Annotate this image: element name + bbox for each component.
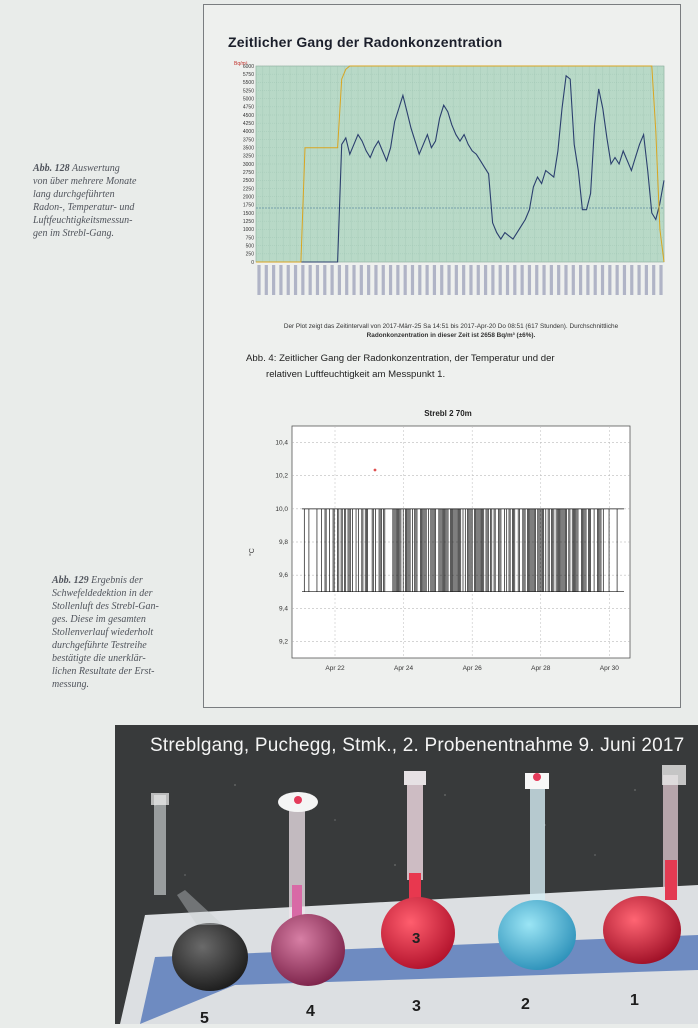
- radon-x-tick-label: [367, 265, 370, 295]
- radon-x-tick-label: [484, 265, 487, 295]
- radon-y-tick-label: 1250: [242, 218, 254, 225]
- radon-x-tick-label: [564, 265, 567, 295]
- radon-x-tick-label: [579, 265, 582, 295]
- radon-y-tick-label: 5500: [242, 80, 254, 87]
- radon-x-tick-label: [608, 265, 611, 295]
- radon-x-tick-label: [389, 265, 392, 295]
- radon-x-tick-label: [586, 265, 589, 295]
- flask-number: 4: [306, 1003, 315, 1020]
- caption-text: Auswertung: [72, 163, 120, 174]
- radon-x-tick-label: [323, 265, 326, 295]
- radon-y-tick-label: 5250: [242, 88, 254, 95]
- radon-x-tick-label: [499, 265, 502, 295]
- flask-3-label: 3: [412, 930, 421, 947]
- caption-text: gen im Strebl-Gang.: [33, 228, 115, 239]
- radon-x-tick-label: [433, 265, 436, 295]
- radon-x-tick-label: [440, 265, 443, 295]
- caption-label: Abb. 128: [33, 163, 70, 174]
- radon-unit-label: Bq/m³: [234, 61, 248, 67]
- temperature-x-tick-label: Apr 30: [599, 665, 619, 672]
- radon-note-line: Der Plot zeigt das Zeitintervall von 2017-Märr-25 Sa 14:51 bis 2017-Apr-20 Do 08:51 (617 Stunden). Durchschnittliche: [283, 323, 619, 330]
- temperature-y-tick-label: 10,4: [275, 439, 288, 447]
- temperature-y-ticks: [275, 440, 288, 646]
- caption-text: ges. Diese im gesamten: [52, 614, 146, 625]
- radon-y-tick-label: 1000: [242, 227, 254, 234]
- radon-y-tick-label: 4750: [242, 104, 254, 111]
- flask-number: 1: [630, 992, 639, 1009]
- radon-y-tick-label: 3500: [242, 145, 254, 152]
- radon-y-tick-label: 250: [245, 251, 254, 258]
- radon-y-tick-label: 5750: [242, 71, 254, 78]
- temperature-x-tick-label: Apr 26: [462, 665, 482, 672]
- caption-text: messung.: [52, 679, 89, 690]
- temperature-signal: [302, 509, 624, 592]
- radon-y-tick-label: 3750: [242, 137, 254, 144]
- abb4-caption: [246, 351, 666, 383]
- radon-x-tick-label: [542, 265, 545, 295]
- radon-x-tick-label: [528, 265, 531, 295]
- radon-x-tick-label: [447, 265, 450, 295]
- radon-x-tick-label: [594, 265, 597, 295]
- radon-chart: [232, 58, 672, 318]
- temperature-y-tick-label: 9,6: [278, 572, 288, 580]
- radon-y-tick-label: 750: [245, 235, 254, 242]
- caption-text: Ergebnis der: [91, 575, 143, 586]
- radon-x-tick-label: [330, 265, 333, 295]
- radon-x-tick-label: [404, 265, 407, 295]
- radon-x-tick-label: [630, 265, 633, 295]
- radon-x-tick-label: [338, 265, 341, 295]
- flask-number: 5: [200, 1010, 209, 1027]
- caption-text: durchgeführte Testreihe: [52, 640, 147, 651]
- abb4-line: Abb. 4: Zeitlicher Gang der Radonkonzentration, der Temperatur und der: [246, 353, 555, 364]
- radon-y-tick-label: 2750: [242, 169, 254, 176]
- temperature-stray-point: [374, 469, 377, 472]
- temperature-y-tick-label: 9,8: [278, 539, 288, 546]
- caption-text: Luftfeuchtigkeitsmessun-: [33, 215, 133, 226]
- radon-x-tick-label: [637, 265, 640, 295]
- radon-x-tick-label: [287, 265, 290, 295]
- radon-y-tick-label: 2000: [242, 194, 254, 201]
- radon-x-tick-label: [521, 265, 524, 295]
- radon-y-tick-label: 4000: [242, 129, 254, 136]
- radon-y-tick-label: 6000: [242, 63, 254, 70]
- flask-photo: [115, 725, 698, 1024]
- radon-x-tick-label: [265, 265, 268, 295]
- flask-number: 2: [521, 996, 530, 1013]
- temperature-y-tick-label: 10,0: [275, 505, 288, 513]
- flask-number: 3: [412, 998, 421, 1015]
- radon-x-tick-label: [426, 265, 429, 295]
- caption-text: Stollenluft des Strebl-Gan-: [52, 601, 159, 612]
- abb4-line: relativen Luftfeuchtigkeit am Messpunkt 1.: [266, 369, 446, 380]
- caption-text: Stollenverlauf wiederholt: [52, 627, 154, 638]
- radon-x-tick-label: [345, 265, 348, 295]
- radon-note: [236, 322, 666, 340]
- radon-grid: [256, 66, 664, 262]
- radon-x-tick-label: [352, 265, 355, 295]
- radon-x-tick-label: [601, 265, 604, 295]
- radon-y-tick-label: 500: [245, 243, 254, 250]
- caption-text: lang durchgeführten: [33, 189, 115, 200]
- radon-x-tick-label: [279, 265, 282, 295]
- radon-x-tick-label: [572, 265, 575, 295]
- caption-label: Abb. 129: [52, 575, 89, 586]
- radon-x-tick-label: [623, 265, 626, 295]
- radon-note-line: Radonkonzentration in dieser Zeit ist 2658 Bq/m³ (±6%).: [366, 332, 536, 339]
- radon-x-tick-label: [396, 265, 399, 295]
- radon-y-ticks: [243, 64, 254, 266]
- caption-text: Schwefeldedektion in der: [52, 588, 153, 599]
- radon-x-tick-label: [477, 265, 480, 295]
- radon-y-tick-label: 1500: [242, 210, 254, 217]
- radon-x-tick-label: [616, 265, 619, 295]
- caption-abb129: [52, 574, 202, 691]
- temperature-y-tick-label: 9,2: [278, 638, 288, 646]
- caption-text: Radon-, Temperatur- und: [33, 202, 135, 213]
- radon-x-ticks: [257, 265, 662, 295]
- caption-text: von über mehrere Monate: [33, 176, 137, 187]
- radon-x-tick-label: [374, 265, 377, 295]
- photo-title: Streblgang, Puchegg, Stmk., 2. Probenentnahme 9. Juni 2017: [150, 735, 685, 756]
- radon-x-tick-label: [455, 265, 458, 295]
- temperature-chart: [232, 400, 672, 690]
- radon-y-tick-label: 3000: [242, 161, 254, 168]
- caption-text: lichen Resultate der Erst-: [52, 666, 155, 677]
- radon-x-tick-label: [513, 265, 516, 295]
- radon-x-tick-label: [550, 265, 553, 295]
- temperature-x-tick-label: Apr 24: [394, 665, 414, 672]
- radon-x-tick-label: [469, 265, 472, 295]
- temperature-x-ticks: [325, 665, 619, 672]
- radon-y-tick-label: 4250: [242, 120, 254, 127]
- radon-x-tick-label: [659, 265, 662, 295]
- radon-x-tick-label: [557, 265, 560, 295]
- radon-y-tick-label: 2250: [242, 186, 254, 193]
- caption-abb128: [33, 162, 193, 240]
- radon-x-tick-label: [316, 265, 319, 295]
- radon-y-tick-label: 2500: [242, 178, 254, 185]
- radon-x-tick-label: [652, 265, 655, 295]
- temperature-x-tick-label: Apr 22: [325, 665, 345, 672]
- temperature-y-tick-label: 10,2: [275, 472, 288, 480]
- radon-y-tick-label: 1750: [242, 202, 254, 209]
- radon-x-tick-label: [257, 265, 260, 295]
- radon-x-tick-label: [272, 265, 275, 295]
- radon-x-tick-label: [491, 265, 494, 295]
- temperature-chart-title: Strebl 2 70m: [424, 409, 472, 418]
- radon-x-tick-label: [506, 265, 509, 295]
- temperature-axis-label: °C: [249, 548, 256, 556]
- temperature-x-tick-label: Apr 28: [531, 665, 551, 672]
- radon-y-tick-label: 3250: [242, 153, 254, 160]
- radon-x-tick-label: [294, 265, 297, 295]
- radon-y-tick-label: 0: [251, 259, 254, 266]
- radon-x-tick-label: [411, 265, 414, 295]
- caption-text: bestätigte die unerklär-: [52, 653, 146, 664]
- radon-x-tick-label: [301, 265, 304, 295]
- radon-x-tick-label: [462, 265, 465, 295]
- radon-y-tick-label: 5000: [242, 96, 254, 103]
- radon-x-tick-label: [645, 265, 648, 295]
- radon-chart-title: Zeitlicher Gang der Radonkonzentration: [228, 34, 503, 50]
- radon-x-tick-label: [382, 265, 385, 295]
- radon-x-tick-label: [418, 265, 421, 295]
- radon-y-tick-label: 4500: [242, 112, 254, 119]
- radon-x-tick-label: [309, 265, 312, 295]
- radon-x-tick-label: [360, 265, 363, 295]
- radon-x-tick-label: [535, 265, 538, 295]
- temperature-y-tick-label: 9,4: [278, 605, 288, 613]
